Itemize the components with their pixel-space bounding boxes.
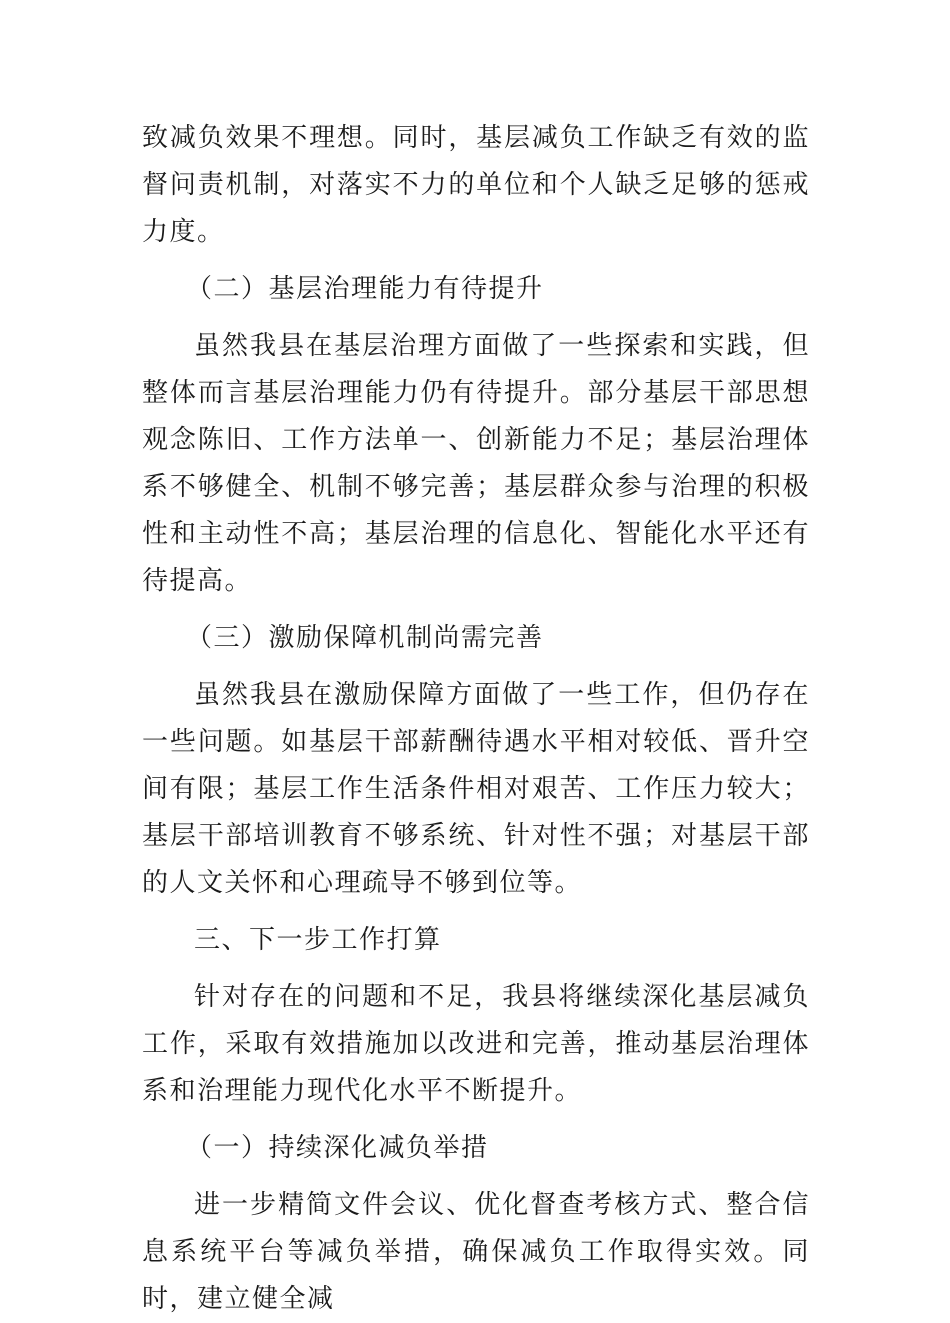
section-heading: 三、下一步工作打算 (194, 925, 442, 955)
body-paragraph: 虽然我县在基层治理方面做了一些探索和实践，但整体而言基层治理能力仍有待提升。部分基层干部思想观念陈旧、工作方法单一、创新能力不足；基层治理体系不够健全、机制不够完善；基层群众参与治理的积极性和主动性不高；基层治理的信息化、智能化水平还有待提高。 (142, 331, 810, 596)
document-body (142, 115, 810, 1323)
section-subheading: （一）持续深化减负举措 (186, 1133, 489, 1163)
body-paragraph: 进一步精简文件会议、优化督查考核方式、整合信息系统平台等减负举措，确保减负工作取得实效。同时，建立健全减 (142, 1190, 810, 1314)
section-subheading: （二）基层治理能力有待提升 (186, 274, 544, 304)
body-paragraph: 虽然我县在激励保障方面做了一些工作，但仍存在一些问题。如基层干部薪酬待遇水平相对较低、晋升空间有限；基层工作生活条件相对艰苦、工作压力较大；基层干部培训教育不够系统、针对性不强；对基层干部的人文关怀和心理疏导不够到位等。 (142, 680, 810, 898)
paragraph-continuation: 致减负效果不理想。同时，基层减负工作缺乏有效的监督问责机制，对落实不力的单位和个人缺乏足够的惩戒力度。 (142, 123, 810, 247)
body-paragraph: 针对存在的问题和不足，我县将继续深化基层减负工作，采取有效措施加以改进和完善，推动基层治理体系和治理能力现代化水平不断提升。 (142, 982, 810, 1106)
section-subheading: （三）激励保障机制尚需完善 (186, 623, 544, 653)
